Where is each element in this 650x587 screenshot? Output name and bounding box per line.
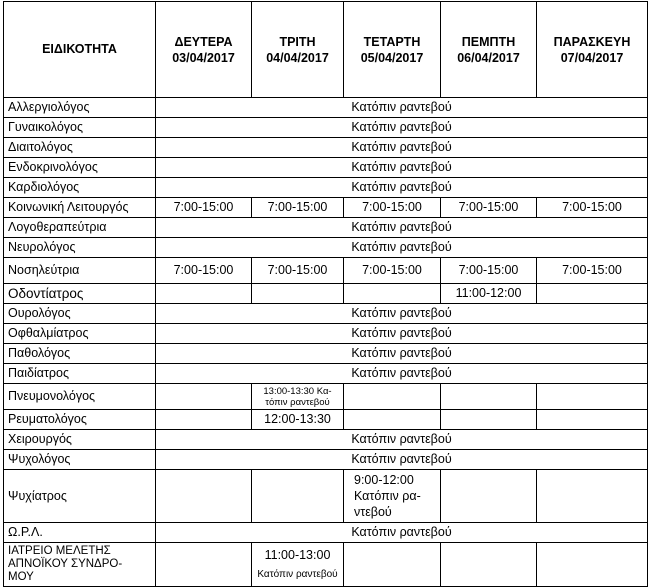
slot-line: 9:00-12:00 bbox=[354, 473, 414, 487]
day-header-friday bbox=[537, 2, 648, 98]
appointment-note: Κατόπιν ραντεβού bbox=[156, 178, 648, 198]
appointment-note: Κατόπιν ραντεβού bbox=[156, 158, 648, 178]
time-slot-monday: 7:00-15:00 bbox=[156, 198, 252, 218]
time-slot-wednesday bbox=[344, 470, 441, 523]
time-slot-thursday: 7:00-15:00 bbox=[441, 258, 537, 284]
specialty-name: Ουρολόγος bbox=[4, 304, 156, 324]
row-orl bbox=[4, 523, 648, 543]
day-name: ΔΕΥΤΕΡΑ bbox=[174, 34, 233, 49]
appointment-note: Κατόπιν ραντεβού bbox=[156, 523, 648, 543]
specialty-name: Κοινωνική Λειτουργός bbox=[4, 198, 156, 218]
row-neurologos bbox=[4, 238, 648, 258]
specialty-name: Αλλεργιολόγος bbox=[4, 98, 156, 118]
specialty-name: Ρευματολόγος bbox=[4, 410, 156, 430]
day-header-wednesday bbox=[344, 2, 441, 98]
specialty-name: Παιδίατρος bbox=[4, 364, 156, 384]
specialty-name: Οδοντίατρος bbox=[4, 284, 156, 304]
time-slot-friday: 7:00-15:00 bbox=[537, 258, 648, 284]
empty-cell-friday bbox=[537, 470, 648, 523]
day-name: ΤΕΤΑΡΤΗ bbox=[363, 34, 421, 49]
empty-cell-monday bbox=[156, 470, 252, 523]
specialty-name: Νευρολόγος bbox=[4, 238, 156, 258]
appointment-note: Κατόπιν ραντεβού bbox=[156, 218, 648, 238]
day-date: 03/04/2017 bbox=[172, 50, 235, 65]
specialty-name-line: ΙΑΤΡΕΙΟ ΜΕΛΕΤΗΣ bbox=[8, 545, 111, 557]
time-slot-tuesday bbox=[252, 384, 344, 410]
row-paidiatros bbox=[4, 364, 648, 384]
specialty-name: Γυναικολόγος bbox=[4, 118, 156, 138]
specialty-name: Παθολόγος bbox=[4, 344, 156, 364]
empty-cell-thursday bbox=[441, 470, 537, 523]
day-date: 04/04/2017 bbox=[266, 50, 329, 65]
day-header-tuesday bbox=[252, 2, 344, 98]
appointment-note: Κατόπιν ραντεβού bbox=[156, 304, 648, 324]
empty-cell-monday bbox=[156, 284, 252, 304]
day-name: ΤΡΙΤΗ bbox=[279, 34, 316, 49]
empty-cell-monday bbox=[156, 384, 252, 410]
row-logotherapeftria bbox=[4, 218, 648, 238]
row-allergiologos bbox=[4, 98, 648, 118]
row-ofthalmiatros bbox=[4, 324, 648, 344]
time-slot-thursday: 7:00-15:00 bbox=[441, 198, 537, 218]
time-slot-wednesday: 7:00-15:00 bbox=[344, 198, 441, 218]
specialty-header: ΕΙΔΙΚΟΤΗΤΑ bbox=[4, 2, 156, 98]
time-slot-monday: 7:00-15:00 bbox=[156, 258, 252, 284]
day-date: 05/04/2017 bbox=[360, 50, 424, 65]
slot-note: Κατόπιν ραντεβού bbox=[257, 568, 338, 580]
row-gynaikologos bbox=[4, 118, 648, 138]
row-psychiatros bbox=[4, 470, 648, 523]
time-slot-wednesday: 7:00-15:00 bbox=[344, 258, 441, 284]
row-odontiatros bbox=[4, 284, 648, 304]
appointment-note: Κατόπιν ραντεβού bbox=[156, 364, 648, 384]
slot-line: ντεβού bbox=[354, 505, 392, 519]
row-diaitologos bbox=[4, 138, 648, 158]
specialty-name: Χειρουργός bbox=[4, 430, 156, 450]
row-koinoniki bbox=[4, 198, 648, 218]
time-slot-tuesday: 12:00-13:30 bbox=[252, 410, 344, 430]
specialty-name: Ενδοκρινολόγος bbox=[4, 158, 156, 178]
specialty-name: Λογοθεραπεύτρια bbox=[4, 218, 156, 238]
day-header-thursday bbox=[441, 2, 537, 98]
empty-cell-friday bbox=[537, 384, 648, 410]
header-row bbox=[4, 2, 648, 98]
row-pneumonologos bbox=[4, 384, 648, 410]
slot-line: 13:00-13:30 Κα- bbox=[263, 385, 332, 397]
day-date: 07/04/2017 bbox=[560, 50, 624, 65]
day-name: ΠΑΡΑΣΚΕΥΗ bbox=[553, 34, 631, 49]
row-endokrinologos bbox=[4, 158, 648, 178]
specialty-name: Πνευμονολόγος bbox=[4, 384, 156, 410]
day-name: ΠΕΜΠΤΗ bbox=[461, 34, 516, 49]
specialty-name: Ψυχολόγος bbox=[4, 450, 156, 470]
row-psychologos bbox=[4, 450, 648, 470]
specialty-name: Καρδιολόγος bbox=[4, 178, 156, 198]
empty-cell-thursday bbox=[441, 384, 537, 410]
empty-cell-thursday bbox=[441, 410, 537, 430]
row-kardiologos bbox=[4, 178, 648, 198]
appointment-note: Κατόπιν ραντεβού bbox=[156, 98, 648, 118]
specialty-name: Διαιτολόγος bbox=[4, 138, 156, 158]
appointment-note: Κατόπιν ραντεβού bbox=[156, 430, 648, 450]
empty-cell-wednesday bbox=[344, 410, 441, 430]
appointment-note: Κατόπιν ραντεβού bbox=[156, 450, 648, 470]
empty-cell-wednesday bbox=[344, 284, 441, 304]
day-date: 06/04/2017 bbox=[457, 50, 520, 65]
row-nosileftria bbox=[4, 258, 648, 284]
empty-cell-tuesday bbox=[252, 470, 344, 523]
empty-cell-friday bbox=[537, 284, 648, 304]
appointment-note: Κατόπιν ραντεβού bbox=[156, 324, 648, 344]
specialty-name: Ψυχίατρος bbox=[4, 470, 156, 523]
slot-time: 11:00-13:00 bbox=[264, 547, 331, 562]
appointment-note: Κατόπιν ραντεβού bbox=[156, 344, 648, 364]
specialty-name: Ω.Ρ.Λ. bbox=[4, 523, 156, 543]
row-ourologos bbox=[4, 304, 648, 324]
appointment-note: Κατόπιν ραντεβού bbox=[156, 138, 648, 158]
specialty-name-line: ΜΟΥ bbox=[8, 571, 34, 583]
row-pathologos bbox=[4, 344, 648, 364]
row-revmatologos bbox=[4, 410, 648, 430]
time-slot-tuesday: 7:00-15:00 bbox=[252, 198, 344, 218]
appointment-note: Κατόπιν ραντεβού bbox=[156, 118, 648, 138]
schedule-table bbox=[3, 1, 648, 587]
empty-cell-monday bbox=[156, 410, 252, 430]
time-slot-thursday: 11:00-12:00 bbox=[441, 284, 537, 304]
empty-cell-wednesday bbox=[344, 384, 441, 410]
specialty-name-line: ΑΠΝΟΪΚΟΥ ΣΥΝΔΡΟ- bbox=[8, 558, 123, 570]
day-header-monday bbox=[156, 2, 252, 98]
empty-cell-friday bbox=[537, 410, 648, 430]
specialty-name: Νοσηλεύτρια bbox=[4, 258, 156, 284]
slot-line: τόπιν ραντεβού bbox=[265, 396, 330, 408]
time-slot-tuesday: 7:00-15:00 bbox=[252, 258, 344, 284]
appointment-note: Κατόπιν ραντεβού bbox=[156, 238, 648, 258]
row-xeirourgos bbox=[4, 430, 648, 450]
time-slot-friday: 7:00-15:00 bbox=[537, 198, 648, 218]
slot-line: Κατόπιν ρα- bbox=[354, 489, 421, 503]
empty-cell-tuesday bbox=[252, 284, 344, 304]
specialty-name: Οφθαλμίατρος bbox=[4, 324, 156, 344]
